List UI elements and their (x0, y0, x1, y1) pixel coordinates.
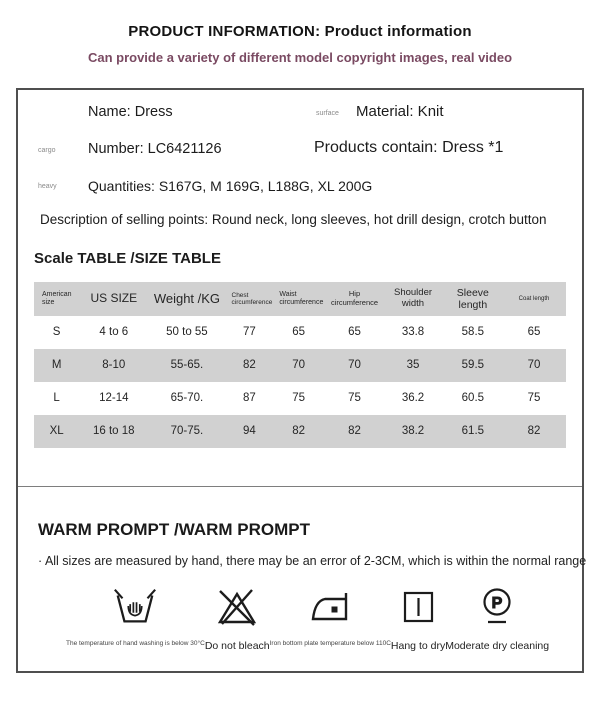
table-cell: 70 (348, 358, 361, 371)
product-number: Number: LC6421126 (88, 141, 222, 157)
table-cell: XL (49, 424, 64, 437)
care-icons-row (66, 582, 550, 652)
iron-temperature-icon (309, 582, 351, 632)
column-header-chest: Chest circumference (231, 291, 273, 306)
table-row-m (34, 349, 566, 382)
page-subtitle: Can provide a variety of different model copyright images, real video (87, 50, 513, 65)
care-caption: Moderate dry cleaning (445, 640, 550, 652)
table-cell: 65 (292, 325, 306, 338)
column-header-sleeve: Sleeve length (456, 286, 489, 311)
table-cell: 50 to 55 (166, 325, 208, 338)
table-cell: 82 (292, 424, 306, 437)
table-cell: 12-14 (99, 391, 129, 404)
table-cell: 70-75. (170, 424, 204, 437)
size-table-heading: Scale TABLE /SIZE TABLE (34, 250, 221, 267)
table-cell: 65-70. (170, 391, 204, 404)
section-divider (18, 486, 582, 487)
care-caption: The temperature of hand washing is below 30°C (66, 640, 205, 647)
table-cell: 58.5 (461, 325, 485, 338)
hang-to-dry-icon (398, 582, 438, 632)
table-cell: 65 (527, 325, 541, 338)
size-table (34, 282, 566, 448)
table-cell: 35 (406, 358, 420, 371)
hand-wash-icon (111, 582, 159, 632)
heavy-label: heavy (38, 183, 57, 190)
table-cell: 77 (243, 325, 256, 338)
table-cell: 94 (243, 424, 256, 437)
care-caption: Iron bottom plate temperature below 110C (269, 640, 391, 647)
table-row-xl (34, 415, 566, 448)
product-name: Name: Dress (88, 104, 173, 120)
care-caption: Do not bleach (204, 640, 270, 652)
care-item-hang-to-dry (391, 582, 445, 652)
table-cell: 82 (348, 424, 361, 437)
table-cell: 65 (348, 325, 361, 338)
table-cell: 38.2 (401, 424, 425, 437)
do-not-bleach-icon (215, 582, 259, 632)
table-cell: 55-65. (170, 358, 204, 371)
table-row-s (34, 316, 566, 349)
table-cell: 75 (527, 391, 541, 404)
table-cell: M (51, 358, 62, 371)
warm-prompt-heading: WARM PROMPT /WARM PROMPT (38, 520, 310, 539)
svg-text:P: P (491, 595, 503, 612)
table-cell: 16 to 18 (93, 424, 135, 437)
column-header-hip: Hip circumference (330, 289, 379, 307)
dry-clean-icon (477, 582, 517, 632)
column-header-coat: Coat length (518, 295, 550, 302)
table-cell: 75 (292, 391, 306, 404)
care-item-iron (270, 582, 391, 647)
surface-label: surface (316, 110, 339, 117)
table-cell: L (53, 391, 60, 404)
size-table-header-row (34, 282, 566, 316)
table-cell: 4 to 6 (99, 325, 129, 338)
table-cell: 82 (243, 358, 256, 371)
column-header-weight: Weight /KG (153, 290, 221, 306)
table-cell: 70 (527, 358, 541, 371)
table-row-l (34, 382, 566, 415)
table-cell: 36.2 (401, 391, 425, 404)
product-quantities: Quantities: S167G, M 169G, L188G, XL 200G (88, 178, 373, 194)
table-cell: 82 (527, 424, 541, 437)
table-cell: 75 (348, 391, 361, 404)
care-caption: Hang to dry (390, 640, 446, 652)
table-cell: 33.8 (401, 325, 425, 338)
table-cell: 61.5 (461, 424, 485, 437)
column-header-waist: Waist circumference (279, 290, 324, 306)
table-cell: 87 (243, 391, 256, 404)
table-cell: S (52, 325, 61, 338)
care-item-hand-wash (66, 582, 205, 647)
column-header-shoulder: Shoulder width (393, 287, 433, 309)
selling-points-description: Description of selling points: Round neck, long sleeves, hot drill design, crotch button (40, 212, 547, 227)
column-header-american-size: American size (42, 290, 72, 306)
products-contain: Products contain: Dress *1 (314, 139, 504, 156)
table-cell: 59.5 (461, 358, 485, 371)
care-item-dry-clean (445, 582, 549, 652)
cargo-label: cargo (38, 147, 56, 154)
table-cell: 70 (292, 358, 306, 371)
warm-prompt-note: · All sizes are measured by hand, there may be an error of 2-3CM, which is within the normal range (38, 554, 587, 568)
product-material: Material: Knit (356, 103, 444, 120)
page-title: PRODUCT INFORMATION: Product information (128, 23, 472, 40)
table-cell: 60.5 (461, 391, 485, 404)
table-cell: 8-10 (102, 358, 126, 371)
column-header-us-size: US SIZE (90, 291, 138, 306)
product-info-panel (16, 88, 587, 673)
care-item-do-not-bleach (205, 582, 270, 652)
